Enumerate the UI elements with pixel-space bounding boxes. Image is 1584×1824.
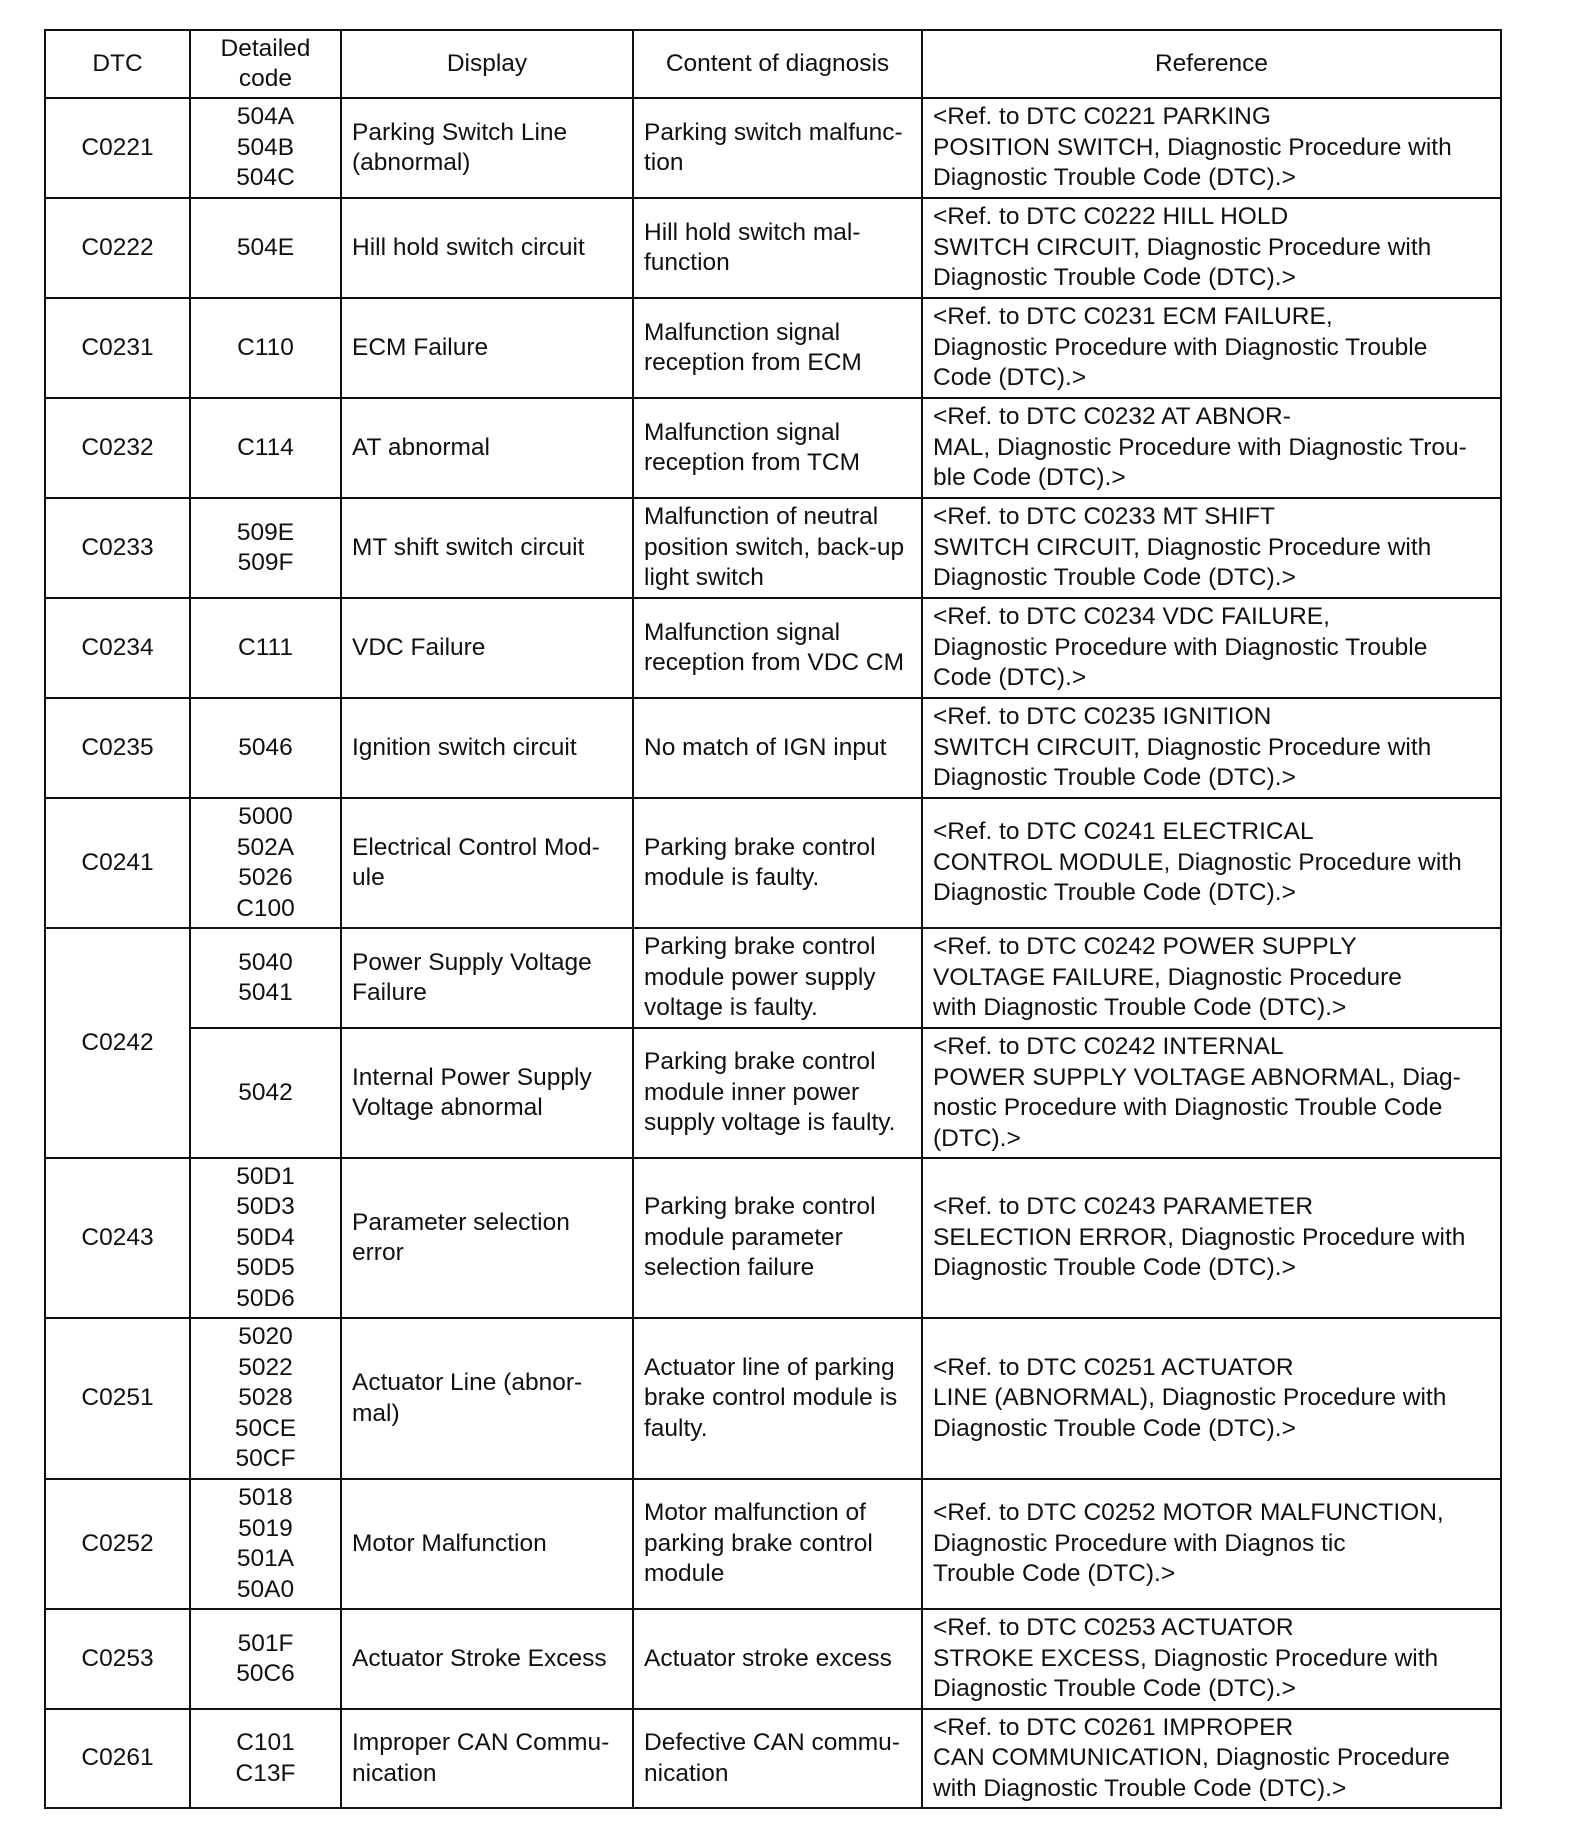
content-cell: Malfunction of neutral position switch, back-up light switch (633, 498, 922, 598)
code-cell: 5042 (190, 1028, 341, 1158)
code-cell: C101 C13F (190, 1709, 341, 1808)
display-cell: Ignition switch circuit (341, 698, 633, 798)
content-cell: Parking brake control module power supply voltage is faulty. (633, 928, 922, 1028)
content-cell: Parking brake control module parameter selection failure (633, 1158, 922, 1318)
reference-cell: <Ref. to DTC C0233 MT SHIFT SWITCH CIRCUIT, Diagnostic Procedure with Diagnostic Trouble Code (DTC).> (922, 498, 1501, 598)
content-cell: No match of IGN input (633, 698, 922, 798)
code-cell: 5018 5019 501A 50A0 (190, 1479, 341, 1609)
display-cell: Improper CAN Commu- nication (341, 1709, 633, 1808)
code-cell: C114 (190, 398, 341, 498)
table-row (45, 698, 1501, 798)
content-cell: Malfunction signal reception from TCM (633, 398, 922, 498)
table-row (45, 598, 1501, 698)
table-row (45, 198, 1501, 298)
reference-cell: <Ref. to DTC C0222 HILL HOLD SWITCH CIRCUIT, Diagnostic Procedure with Diagnostic Trouble Code (DTC).> (922, 198, 1501, 298)
reference-cell: <Ref. to DTC C0221 PARKING POSITION SWITCH, Diagnostic Procedure with Diagnostic Trouble Code (DTC).> (922, 98, 1501, 198)
content-cell: Motor malfunction of parking brake control module (633, 1479, 922, 1609)
reference-cell: <Ref. to DTC C0253 ACTUATOR STROKE EXCESS, Diagnostic Procedure with Diagnostic Trouble Code (DTC).> (922, 1609, 1501, 1709)
content-cell: Defective CAN commu- nication (633, 1709, 922, 1808)
content-cell: Parking brake control module inner power supply voltage is faulty. (633, 1028, 922, 1158)
code-cell: 50D1 50D3 50D4 50D5 50D6 (190, 1158, 341, 1318)
code-cell: C111 (190, 598, 341, 698)
table-row (45, 1028, 1501, 1158)
dtc-cell: C0222 (45, 198, 190, 298)
table-row (45, 298, 1501, 398)
display-cell: Electrical Control Mod- ule (341, 798, 633, 928)
dtc-table (44, 29, 1502, 1809)
display-cell: Internal Power Supply Voltage abnormal (341, 1028, 633, 1158)
content-cell: Actuator line of parking brake control module is faulty. (633, 1318, 922, 1479)
header-content: Content of diagnosis (633, 30, 922, 98)
content-cell: Actuator stroke excess (633, 1609, 922, 1709)
reference-cell: <Ref. to DTC C0231 ECM FAILURE, Diagnostic Procedure with Diagnostic Trouble Code (DTC).> (922, 298, 1501, 398)
content-cell: Parking switch malfunc- tion (633, 98, 922, 198)
code-cell: 504A 504B 504C (190, 98, 341, 198)
dtc-cell: C0233 (45, 498, 190, 598)
table-row (45, 1318, 1501, 1479)
code-cell: 5040 5041 (190, 928, 341, 1028)
reference-cell: <Ref. to DTC C0241 ELECTRICAL CONTROL MODULE, Diagnostic Procedure with Diagnostic Trouble Code (DTC).> (922, 798, 1501, 928)
table-row (45, 398, 1501, 498)
dtc-cell: C0231 (45, 298, 190, 398)
code-cell: 5046 (190, 698, 341, 798)
reference-cell: <Ref. to DTC C0242 INTERNAL POWER SUPPLY VOLTAGE ABNORMAL, Diag- nostic Procedure with Diagnostic Trouble Code (DTC).> (922, 1028, 1501, 1158)
code-cell: C110 (190, 298, 341, 398)
dtc-cell: C0234 (45, 598, 190, 698)
dtc-cell: C0242 (45, 928, 190, 1158)
content-cell: Malfunction signal reception from ECM (633, 298, 922, 398)
code-cell: 501F 50C6 (190, 1609, 341, 1709)
table-row (45, 798, 1501, 928)
display-cell: Power Supply Voltage Failure (341, 928, 633, 1028)
reference-cell: <Ref. to DTC C0251 ACTUATOR LINE (ABNORMAL), Diagnostic Procedure with Diagnostic Trouble Code (DTC).> (922, 1318, 1501, 1479)
display-cell: ECM Failure (341, 298, 633, 398)
code-cell: 509E 509F (190, 498, 341, 598)
display-cell: AT abnormal (341, 398, 633, 498)
table-row (45, 928, 1501, 1028)
dtc-cell: C0252 (45, 1479, 190, 1609)
content-cell: Parking brake control module is faulty. (633, 798, 922, 928)
reference-cell: <Ref. to DTC C0243 PARAMETER SELECTION ERROR, Diagnostic Procedure with Diagnostic Trouble Code (DTC).> (922, 1158, 1501, 1318)
header-row (45, 30, 1501, 98)
reference-cell: <Ref. to DTC C0232 AT ABNOR- MAL, Diagnostic Procedure with Diagnostic Trou- ble Code (DTC).> (922, 398, 1501, 498)
table-row (45, 98, 1501, 198)
display-cell: Actuator Stroke Excess (341, 1609, 633, 1709)
dtc-cell: C0235 (45, 698, 190, 798)
table-row (45, 498, 1501, 598)
display-cell: Parking Switch Line (abnormal) (341, 98, 633, 198)
header-dtc: DTC (45, 30, 190, 98)
display-cell: Actuator Line (abnor- mal) (341, 1318, 633, 1479)
reference-cell: <Ref. to DTC C0234 VDC FAILURE, Diagnostic Procedure with Diagnostic Trouble Code (DTC).> (922, 598, 1501, 698)
dtc-cell: C0232 (45, 398, 190, 498)
dtc-cell: C0243 (45, 1158, 190, 1318)
dtc-cell: C0241 (45, 798, 190, 928)
table-row (45, 1479, 1501, 1609)
reference-cell: <Ref. to DTC C0252 MOTOR MALFUNCTION, Diagnostic Procedure with Diagnos tic Trouble Code (DTC).> (922, 1479, 1501, 1609)
content-cell: Hill hold switch mal- function (633, 198, 922, 298)
reference-cell: <Ref. to DTC C0242 POWER SUPPLY VOLTAGE FAILURE, Diagnostic Procedure with Diagnostic Trouble Code (DTC).> (922, 928, 1501, 1028)
display-cell: MT shift switch circuit (341, 498, 633, 598)
content-cell: Malfunction signal reception from VDC CM (633, 598, 922, 698)
dtc-cell: C0251 (45, 1318, 190, 1479)
display-cell: Hill hold switch circuit (341, 198, 633, 298)
dtc-cell: C0261 (45, 1709, 190, 1808)
table-row (45, 1709, 1501, 1808)
header-display: Display (341, 30, 633, 98)
table-row (45, 1609, 1501, 1709)
table-row (45, 1158, 1501, 1318)
code-cell: 5000 502A 5026 C100 (190, 798, 341, 928)
header-reference: Reference (922, 30, 1501, 98)
display-cell: VDC Failure (341, 598, 633, 698)
display-cell: Parameter selection error (341, 1158, 633, 1318)
reference-cell: <Ref. to DTC C0235 IGNITION SWITCH CIRCUIT, Diagnostic Procedure with Diagnostic Trouble Code (DTC).> (922, 698, 1501, 798)
dtc-cell: C0253 (45, 1609, 190, 1709)
code-cell: 5020 5022 5028 50CE 50CF (190, 1318, 341, 1479)
dtc-cell: C0221 (45, 98, 190, 198)
reference-cell: <Ref. to DTC C0261 IMPROPER CAN COMMUNICATION, Diagnostic Procedure with Diagnostic Trouble Code (DTC).> (922, 1709, 1501, 1808)
display-cell: Motor Malfunction (341, 1479, 633, 1609)
code-cell: 504E (190, 198, 341, 298)
header-detailed-code: Detailed code (190, 30, 341, 98)
